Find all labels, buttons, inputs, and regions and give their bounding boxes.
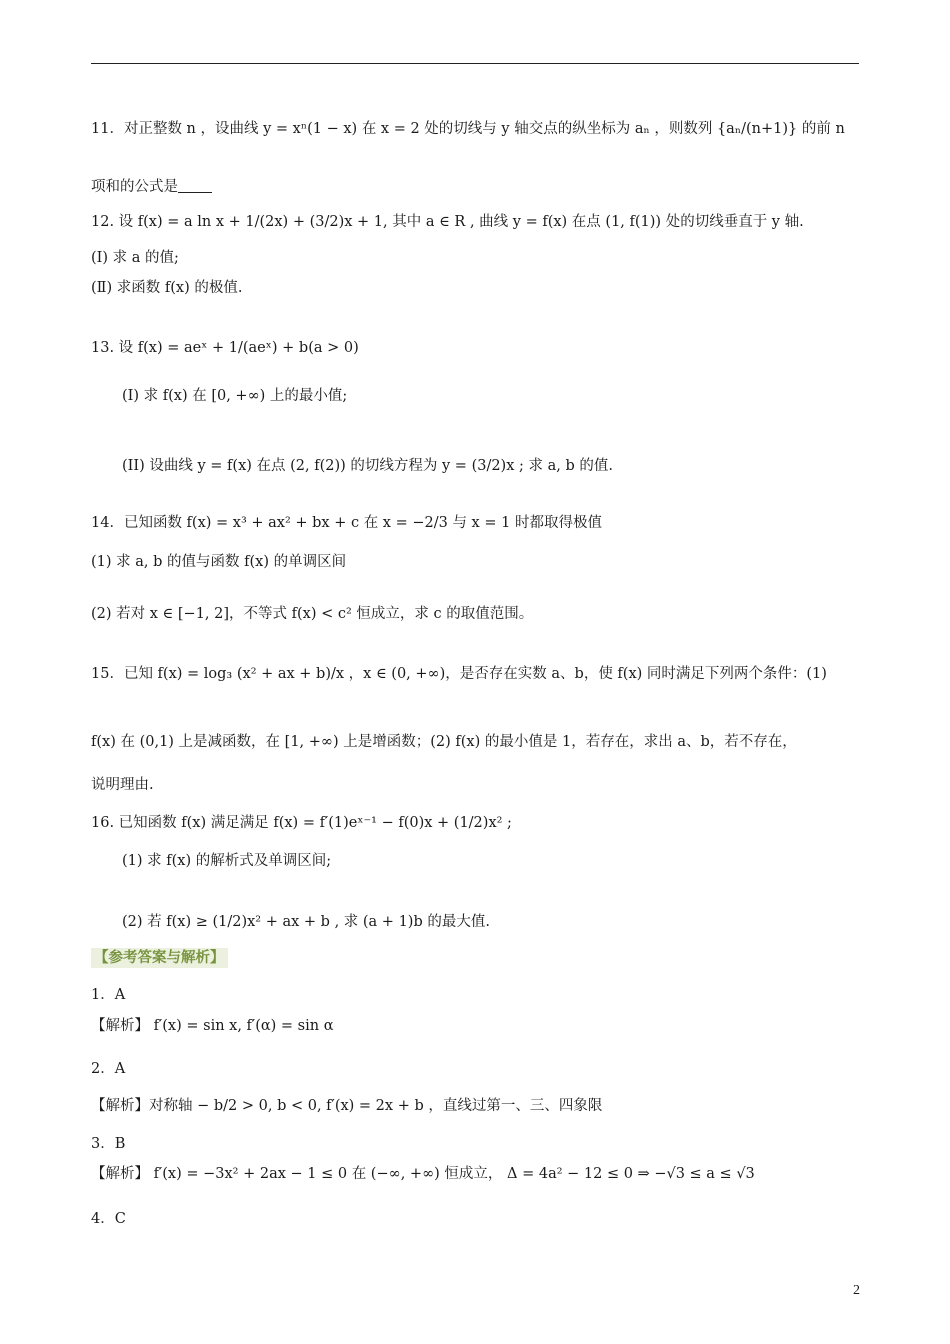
problem-11-line-2: [91, 177, 870, 197]
answer-1: 1．A: [91, 987, 126, 1003]
problem-15-line-1: 15．已知 f(x) = log₃ (x² + ax + b)/x ，x ∈ (0, +∞)，是否存在实数 a、b，使 f(x) 同时满足下列两个条件：(1): [91, 666, 827, 682]
problem-11-line-1: 11．对正整数 n ，设曲线 y = xⁿ(1 − x) 在 x = 2 处的切线与 y 轴交点的纵坐标为 aₙ ，则数列 {aₙ/(n+1)} 的前 n: [91, 121, 845, 137]
problem-13-statement: 13. 设 f(x) = aeˣ + 1/(aeˣ) + b(a > 0): [91, 340, 359, 356]
answer-3: 3．B: [91, 1136, 126, 1152]
answer-2: 2．A: [91, 1061, 126, 1077]
problem-15-line-3: 说明理由.: [91, 777, 154, 793]
problem-12-part-1: (Ⅰ) 求 a 的值;: [91, 250, 179, 266]
problem-13-part-2: (II) 设曲线 y = f(x) 在点 (2, f(2)) 的切线方程为 y = (3/2)x ; 求 a, b 的值.: [122, 458, 613, 474]
page-number: 2: [853, 1283, 860, 1298]
problem-16-part-2: (2) 若 f(x) ≥ (1/2)x² + ax + b , 求 (a + 1)b 的最大值.: [122, 914, 490, 930]
answer-blank: [178, 178, 212, 193]
problem-12-statement: 12. 设 f(x) = a ln x + 1/(2x) + (3/2)x + 1, 其中 a ∈ R , 曲线 y = f(x) 在点 (1, f(1)) 处的切线垂直于 y 轴.: [91, 214, 804, 230]
answer-section-header: 【参考答案与解析】: [91, 948, 228, 968]
problem-15-line-2: f(x) 在 (0,1) 上是减函数，在 [1, +∞) 上是增函数；(2) f(x) 的最小值是 1，若存在，求出 a、b，若不存在，: [91, 734, 797, 750]
problem-14-statement: 14．已知函数 f(x) = x³ + ax² + bx + c 在 x = −2/3 与 x = 1 时都取得极值: [91, 515, 602, 531]
header-rule: [91, 63, 859, 64]
problem-14-part-1: (1) 求 a, b 的值与函数 f(x) 的单调区间: [91, 554, 347, 570]
problem-16-statement: 16. 已知函数 f(x) 满足满足 f(x) = f′(1)eˣ⁻¹ − f(0)x + (1/2)x² ;: [91, 815, 512, 831]
answer-2-explanation: 【解析】对称轴 − b/2 > 0, b < 0, f′(x) = 2x + b ，直线过第一、三、四象限: [91, 1098, 603, 1114]
answer-1-explanation: 【解析】 f′(x) = sin x, f′(α) = sin α: [91, 1018, 334, 1034]
problem-11-line-2-text: 项和的公式是: [91, 179, 178, 195]
problem-14-part-2: (2) 若对 x ∈ [−1, 2]，不等式 f(x) < c² 恒成立，求 c 的取值范围。: [91, 606, 534, 622]
answer-4: 4．C: [91, 1211, 126, 1227]
problem-12-part-2: (Ⅱ) 求函数 f(x) 的极值.: [91, 280, 243, 296]
answer-3-explanation: 【解析】 f′(x) = −3x² + 2ax − 1 ≤ 0 在 (−∞, +∞) 恒成立， Δ = 4a² − 12 ≤ 0 ⇒ −√3 ≤ a ≤ √3: [91, 1166, 755, 1182]
problem-13-part-1: (I) 求 f(x) 在 [0, +∞) 上的最小值;: [122, 388, 348, 404]
problem-16-part-1: (1) 求 f(x) 的解析式及单调区间;: [122, 853, 332, 869]
